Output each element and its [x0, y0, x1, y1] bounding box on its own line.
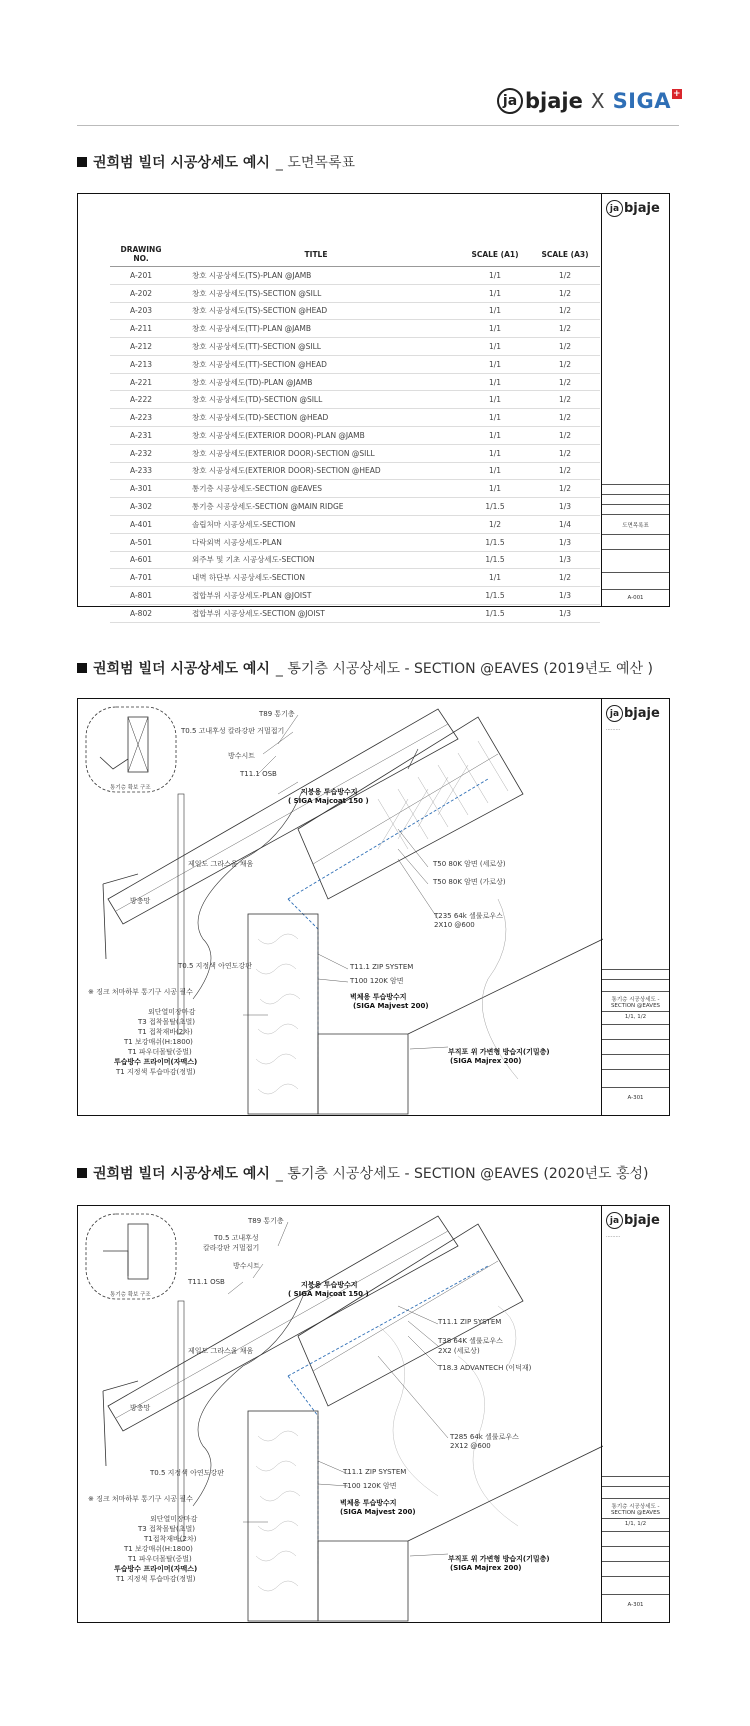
table-row — [110, 355, 600, 373]
drawing-no-cell: A-213 — [110, 355, 172, 373]
annotation-label: T285 64k 셀룰로우스 — [450, 1433, 519, 1441]
annotation-label: 2X10 @600 — [434, 921, 475, 929]
scale-a3-cell: 1/2 — [530, 480, 600, 498]
table-row — [110, 373, 600, 391]
annotation-label: 지붕용 투습방수지 — [301, 1281, 358, 1289]
annotation-label: T1 접착재바(2차) — [138, 1028, 193, 1036]
section-subheading: _ 도면목록표 — [275, 155, 355, 171]
annotation-label: T1 지정색 투습마감(정벌) — [116, 1575, 196, 1583]
titleblock-info: ········· — [606, 727, 621, 733]
scale-a3-cell: 1/2 — [530, 427, 600, 445]
table-row — [110, 338, 600, 356]
annotation-label: (SIGA Majrex 200) — [450, 1564, 522, 1572]
annotation-label: T1 보강매쉬(H:1800) — [124, 1545, 193, 1553]
titleblock-info: ········· — [606, 1234, 621, 1240]
annotation-label: 2X12 @600 — [450, 1442, 491, 1450]
drawing-no-cell: A-802 — [110, 604, 172, 622]
table-header-row — [110, 242, 600, 267]
scale-a1-cell: 1/1 — [460, 444, 530, 462]
scale-a1-cell: 1/1 — [460, 391, 530, 409]
sheet-number: A-301 — [627, 1095, 644, 1101]
jabjaje-logo: ja bjaje — [497, 88, 583, 114]
table-row — [110, 604, 600, 622]
drawing-no-cell: A-201 — [110, 267, 172, 285]
annotation-label: ※ 징크 처마하부 통기구 시공 필수 — [88, 1495, 193, 1503]
table-row — [110, 533, 600, 551]
title-cell: 접합부위 시공상세도-SECTION @JOIST — [172, 604, 460, 622]
drawing-index-table — [110, 242, 600, 623]
scale-a1-cell: 1/1 — [460, 427, 530, 445]
title-cell: 창호 시공상세도(TS)-SECTION @HEAD — [172, 302, 460, 320]
drawing-no-cell: A-231 — [110, 427, 172, 445]
annotation-label: (SIGA Majvest 200) — [340, 1508, 416, 1516]
table-row — [110, 587, 600, 605]
annotation-label: 방수시트 — [233, 1262, 261, 1270]
scale-a3-cell: 1/2 — [530, 462, 600, 480]
annotation-label: 부직포 위 가변형 방습지(기밀층) — [448, 1048, 550, 1056]
scale-a3-cell: 1/2 — [530, 320, 600, 338]
title-cell: 외주부 및 기초 시공상세도-SECTION — [172, 551, 460, 569]
scale-a3-cell: 1/3 — [530, 587, 600, 605]
sheet-scale: 1/1, 1/2 — [624, 1521, 647, 1527]
scale-a3-cell: 1/3 — [530, 498, 600, 516]
scale-a3-cell: 1/2 — [530, 302, 600, 320]
section-subheading: _ 통기층 시공상세도 - SECTION @EAVES (2020년도 홍성) — [275, 1166, 649, 1182]
table-row — [110, 515, 600, 533]
section-heading: 권희범 빌더 시공상세도 예시 — [93, 661, 270, 677]
table-row — [110, 284, 600, 302]
annotation-label: T11.1 ZIP SYSTEM — [350, 963, 414, 971]
annotation-label: T11.1 OSB — [240, 770, 277, 778]
drawing-no-cell: A-203 — [110, 302, 172, 320]
annotation-label: T1 지정색 투습마감(정벌) — [116, 1068, 196, 1076]
annotation-label: T1 보강매쉬(H:1800) — [124, 1038, 193, 1046]
table-row — [110, 267, 600, 285]
annotation-label: 방수시트 — [228, 752, 256, 760]
scale-a1-cell: 1/1 — [460, 373, 530, 391]
annotation-label: T11.1 ZIP SYSTEM — [438, 1318, 502, 1326]
title-cell: 창호 시공상세도(EXTERIOR DOOR)-SECTION @HEAD — [172, 462, 460, 480]
title-cell: 창호 시공상세도(TS)-PLAN @JAMB — [172, 267, 460, 285]
section-heading: 권희범 빌더 시공상세도 예시 — [93, 155, 270, 171]
table-row — [110, 498, 600, 516]
table-row — [110, 480, 600, 498]
scale-a1-cell: 1/1.5 — [460, 604, 530, 622]
title-cell: 창호 시공상세도(TS)-SECTION @SILL — [172, 284, 460, 302]
scale-a1-cell: 1/1 — [460, 355, 530, 373]
column-header: SCALE (A3) — [530, 242, 600, 267]
annotation-label: T18.3 ADVANTECH (이덕재) — [438, 1364, 532, 1372]
scale-a1-cell: 1/2 — [460, 515, 530, 533]
title-cell: 창호 시공상세도(TT)-SECTION @HEAD — [172, 355, 460, 373]
title-cell: 창호 시공상세도(EXTERIOR DOOR)-PLAN @JAMB — [172, 427, 460, 445]
annotation-label: 투습방수 프라이머(자맥스) — [114, 1058, 198, 1066]
title-cell: 접합부위 시공상세도-PLAN @JOIST — [172, 587, 460, 605]
title-cell: 다락외벽 시공상세도-PLAN — [172, 533, 460, 551]
titleblock-logo: ja bjaje — [606, 705, 660, 722]
annotation-label: 부직포 위 가변형 방습지(기밀층) — [448, 1555, 550, 1563]
title-cell: 창호 시공상세도(TD)-PLAN @JAMB — [172, 373, 460, 391]
scale-a3-cell: 1/3 — [530, 533, 600, 551]
scale-a3-cell: 1/3 — [530, 604, 600, 622]
table-row — [110, 427, 600, 445]
annotation-label: T0.5 지정색 아연도강판 — [150, 1469, 224, 1477]
annotation-label: T0.5 지정색 아연도강판 — [178, 962, 252, 970]
section-title-detail-2020 — [77, 1163, 648, 1183]
sheet-number: A-301 — [627, 1602, 644, 1608]
drawing-no-cell: A-223 — [110, 409, 172, 427]
drawing-no-cell: A-302 — [110, 498, 172, 516]
annotation-label: T38 64K 셀룰로우스 — [438, 1337, 503, 1345]
annotation-label: T0.5 고내후성 칼라강판 거멀접기 — [181, 727, 285, 735]
drawing-no-cell: A-211 — [110, 320, 172, 338]
scale-a3-cell: 1/2 — [530, 338, 600, 356]
header-divider — [77, 125, 679, 126]
swiss-flag-icon: + — [672, 89, 682, 99]
table-row — [110, 409, 600, 427]
annotation-label: T3 접착몰탈(초벌) — [138, 1018, 195, 1026]
annotation-label: 제일도 그라스울 채움 — [188, 860, 254, 868]
sheet-detail-2019 — [77, 698, 670, 1116]
annotation-label: T100 120K 암면 — [350, 977, 404, 985]
title-cell: 솔립처마 시공상세도-SECTION — [172, 515, 460, 533]
drawing-no-cell: A-401 — [110, 515, 172, 533]
scale-a3-cell: 1/2 — [530, 267, 600, 285]
brand-separator: X — [590, 89, 605, 113]
scale-a1-cell: 1/1 — [460, 284, 530, 302]
annotation-label: 외단열미장마감 — [150, 1515, 198, 1523]
annotation-label: 지붕용 투습방수지 — [301, 788, 358, 796]
annotation-label: T3 접착몰탈(초벌) — [138, 1525, 195, 1533]
bullet-square-icon — [77, 157, 87, 167]
scale-a3-cell: 1/2 — [530, 409, 600, 427]
scale-a1-cell: 1/1 — [460, 480, 530, 498]
drawing-no-cell: A-701 — [110, 569, 172, 587]
scale-a1-cell: 1/1 — [460, 569, 530, 587]
scale-a1-cell: 1/1.5 — [460, 551, 530, 569]
title-cell: 창호 시공상세도(TD)-SECTION @HEAD — [172, 409, 460, 427]
annotation-label: 방충망 — [130, 1404, 151, 1412]
table-row — [110, 302, 600, 320]
title-cell: 내벽 하단부 시공상세도-SECTION — [172, 569, 460, 587]
table-row — [110, 462, 600, 480]
section-heading: 권희범 빌더 시공상세도 예시 — [93, 1166, 270, 1182]
sheet-drawing-index — [77, 193, 670, 618]
sheet-number: A-001 — [627, 595, 644, 601]
brand-header — [497, 88, 682, 114]
annotation-label: T0.5 고내후성 — [214, 1234, 259, 1242]
column-header: TITLE — [172, 242, 460, 267]
annotation-label: 투습방수 프라이머(자맥스) — [114, 1565, 198, 1573]
annotation-label: 2X2 (세로상) — [438, 1347, 480, 1355]
title-block — [601, 194, 669, 606]
annotation-label: ※ 징크 처마하부 통기구 시공 필수 — [88, 988, 193, 996]
scale-a1-cell: 1/1.5 — [460, 533, 530, 551]
drawing-no-cell: A-232 — [110, 444, 172, 462]
annotation-label: 방충망 — [130, 897, 151, 905]
annotation-label: 벽체용 투습방수지 — [340, 1499, 397, 1507]
sheet-name: 통기층 시공상세도 -SECTION @EAVES — [610, 1504, 661, 1516]
annotation-label: 외단열미장마감 — [148, 1008, 196, 1016]
annotation-label: 칼라강판 거멀접기 — [203, 1244, 260, 1252]
annotation-label: ( SIGA Majcoat 150 ) — [288, 797, 369, 805]
titleblock-logo: ja bjaje — [606, 1212, 660, 1229]
drawing-no-cell: A-212 — [110, 338, 172, 356]
title-cell: 통기층 시공상세도-SECTION @MAIN RIDGE — [172, 498, 460, 516]
scale-a3-cell: 1/2 — [530, 284, 600, 302]
titleblock-logo: ja bjaje — [606, 200, 660, 217]
title-cell: 통기층 시공상세도-SECTION @EAVES — [172, 480, 460, 498]
annotation-label: T11.1 OSB — [188, 1278, 225, 1286]
annotation-label: T89 통기층 — [248, 1217, 284, 1225]
bullet-square-icon — [77, 1168, 87, 1178]
sheet-detail-2020 — [77, 1205, 670, 1623]
section-title-detail-2019 — [77, 658, 653, 678]
scale-a3-cell: 1/2 — [530, 373, 600, 391]
drawing-no-cell: A-221 — [110, 373, 172, 391]
title-cell: 창호 시공상세도(TT)-PLAN @JAMB — [172, 320, 460, 338]
section-title-index — [77, 152, 355, 172]
drawing-no-cell: A-801 — [110, 587, 172, 605]
annotation-label: T1접착재바(2차) — [144, 1535, 197, 1543]
annotation-label: (SIGA Majvest 200) — [353, 1002, 429, 1010]
table-row — [110, 569, 600, 587]
scale-a3-cell: 1/2 — [530, 569, 600, 587]
annotation-label: T11.1 ZIP SYSTEM — [343, 1468, 407, 1476]
annotation-label: 통기층 확보 구조 — [110, 1292, 151, 1298]
annotation-label: T1 파우더몰탈(중벌) — [128, 1555, 192, 1563]
section-subheading: _ 통기층 시공상세도 - SECTION @EAVES (2019년도 예산 ) — [275, 661, 653, 677]
scale-a3-cell: 1/4 — [530, 515, 600, 533]
scale-a3-cell: 1/2 — [530, 355, 600, 373]
drawing-no-cell: A-202 — [110, 284, 172, 302]
table-row — [110, 551, 600, 569]
annotation-label: 통기층 확보 구조 — [110, 785, 151, 791]
annotation-label: T100 120K 암면 — [343, 1482, 397, 1490]
annotation-label: T50 80K 암면 (세로상) — [433, 860, 506, 868]
scale-a1-cell: 1/1.5 — [460, 587, 530, 605]
annotation-label: 벽체용 투습방수지 — [350, 993, 407, 1001]
scale-a1-cell: 1/1 — [460, 338, 530, 356]
annotation-label: (SIGA Majrex 200) — [450, 1057, 522, 1065]
column-header: SCALE (A1) — [460, 242, 530, 267]
scale-a1-cell: 1/1 — [460, 409, 530, 427]
scale-a3-cell: 1/3 — [530, 551, 600, 569]
column-header: DRAWING NO. — [110, 242, 172, 267]
annotation-label: T89 통기층 — [259, 710, 295, 718]
scale-a1-cell: 1/1.5 — [460, 498, 530, 516]
drawing-no-cell: A-301 — [110, 480, 172, 498]
scale-a3-cell: 1/2 — [530, 444, 600, 462]
siga-logo: SIGA + — [612, 89, 682, 113]
drawing-no-cell: A-601 — [110, 551, 172, 569]
table-row — [110, 391, 600, 409]
scale-a1-cell: 1/1 — [460, 320, 530, 338]
scale-a1-cell: 1/1 — [460, 302, 530, 320]
annotation-label: T50 80K 암면 (가로상) — [433, 878, 506, 886]
table-row — [110, 320, 600, 338]
sheet-name: 통기층 시공상세도 -SECTION @EAVES — [610, 997, 661, 1009]
sheet-name: 도면목록표 — [622, 523, 649, 529]
scale-a3-cell: 1/2 — [530, 391, 600, 409]
sheet-scale: 1/1, 1/2 — [624, 1014, 647, 1020]
drawing-no-cell: A-233 — [110, 462, 172, 480]
annotation-label: 제일도 그라스울 채움 — [188, 1347, 254, 1355]
title-block — [601, 1206, 669, 1622]
title-cell: 창호 시공상세도(TD)-SECTION @SILL — [172, 391, 460, 409]
scale-a1-cell: 1/1 — [460, 267, 530, 285]
drawing-no-cell: A-222 — [110, 391, 172, 409]
annotation-label: T235 64k 셀룰로우스 — [434, 912, 503, 920]
title-cell: 창호 시공상세도(TT)-SECTION @SILL — [172, 338, 460, 356]
title-cell: 창호 시공상세도(EXTERIOR DOOR)-SECTION @SILL — [172, 444, 460, 462]
scale-a1-cell: 1/1 — [460, 462, 530, 480]
table-row — [110, 444, 600, 462]
bullet-square-icon — [77, 663, 87, 673]
annotation-label: T1 파우더몰탈(중벌) — [128, 1048, 192, 1056]
drawing-no-cell: A-501 — [110, 533, 172, 551]
annotation-label: ( SIGA Majcoat 150 ) — [288, 1290, 369, 1298]
title-block — [601, 699, 669, 1115]
